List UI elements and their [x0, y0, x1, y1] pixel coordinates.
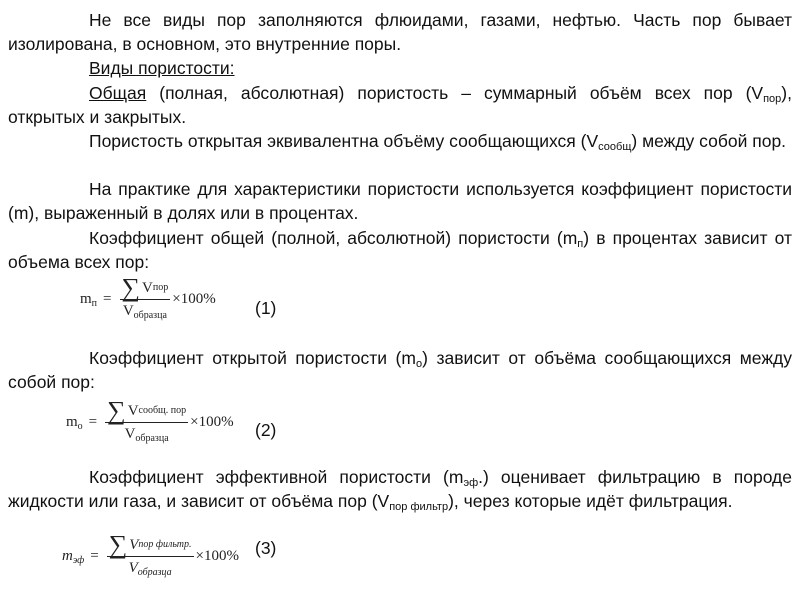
sum-symbol: ∑ — [108, 530, 128, 559]
formula-2: $m_о$ = ∑ V сообщ. пор Vобразца ×100% — [66, 396, 234, 444]
equation-number-1: (1) — [255, 298, 277, 318]
paragraph-total-coefficient: Коэффициент общей (полной, абсолютной) пористости $(m_п)$ в процентах зависит от объема всех пор: — [8, 228, 792, 272]
sum-symbol: ∑ — [121, 273, 141, 302]
paragraph-open-coefficient: Коэффициент открытой пористости $(m_о)$ зависит от объёма сообщающихся между собой пор: — [8, 348, 792, 392]
heading-porosity-types: Виды пористости: — [89, 58, 235, 78]
paragraph-effective-coefficient: Коэффициент эффективной пористости $(m_{эф}.)$ оценивает фильтрацию в породе жидкости или газа, и зависит от объёма пор $(V_{пор фильтр})$, через которые идёт фильтрация. — [8, 467, 792, 513]
equation-number-2: (2) — [255, 420, 277, 440]
formula-3: $m_{эф}$ = ∑ V пор фильтр. Vобразца ×100% — [62, 530, 239, 578]
paragraph-total-porosity: Общая (полная, абсолютная) пористость – суммарный объём всех пор $(V_{пор})$, открытых и закрытых. — [8, 83, 792, 127]
formula-1: $m_п$ = ∑ V пор Vобразца ×100% — [80, 273, 216, 321]
paragraph-practice: На практике для характеристики пористости используется коэффициент пористости (m), выраженный в долях или в процентах. — [8, 179, 792, 223]
paragraph-open-porosity: Пористость открытая эквивалентна объёму сообщающихся $(V_{сообщ})$ между собой пор. — [89, 131, 787, 153]
sum-symbol: ∑ — [107, 396, 126, 425]
paragraph-intro: Не все виды пор заполняются флюидами, газами, нефтью. Часть пор бывает изолирована, в основном, это внутренние поры. — [8, 10, 792, 54]
equation-number-3: (3) — [255, 538, 277, 558]
